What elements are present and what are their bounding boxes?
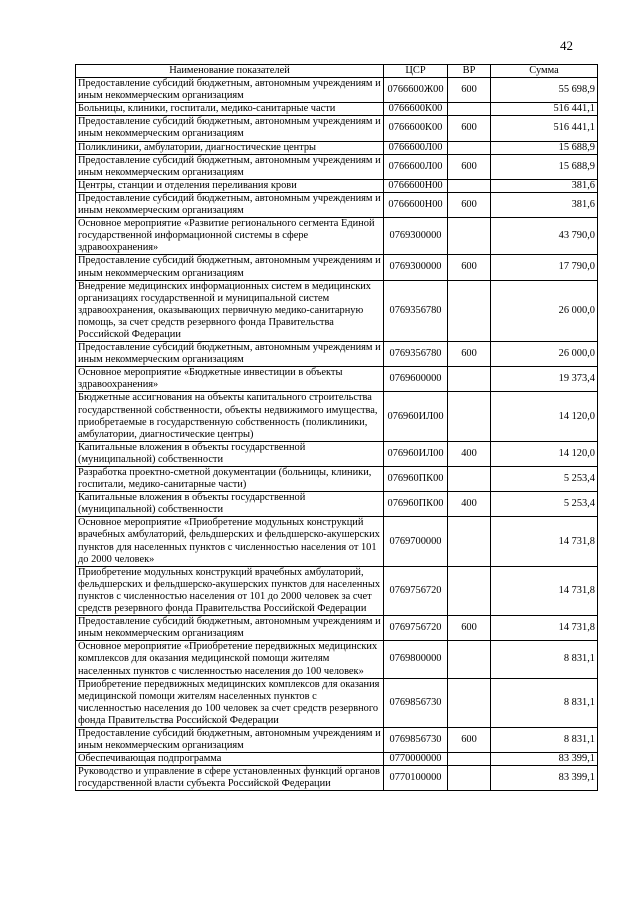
row-sum-cell: 14 120,0 (491, 392, 598, 441)
row-sum-cell: 516 441,1 (491, 103, 598, 116)
row-name-cell: Предоставление субсидий бюджетным, автономным учреждениям и иным некоммерческим организациям (76, 616, 384, 641)
table-row (76, 78, 598, 103)
row-csr-cell: 0769356780 (384, 280, 448, 341)
row-vr-cell: 600 (448, 255, 491, 280)
header-csr: ЦСР (384, 65, 448, 78)
row-sum-cell: 8 831,1 (491, 727, 598, 752)
table-row (76, 517, 598, 566)
table-row (76, 192, 598, 217)
row-csr-cell: 076960ИЛ00 (384, 392, 448, 441)
table-row (76, 727, 598, 752)
row-name-cell: Основное мероприятие «Приобретение передвижных медицинских комплексов для оказания медицинской помощи жителям населенных пунктов с численностью населения до 100 человек» (76, 641, 384, 678)
row-name-cell: Разработка проектно-сметной документации (больницы, клиники, госпитали, медико-санитарные части) (76, 467, 384, 492)
row-name-cell: Бюджетные ассигнования на объекты капитального строительства государственной собственности, объекты недвижимого имущества, приобретаемые в государственную собственность (поликлиники, амбулатории, диагностические центры) (76, 392, 384, 441)
row-csr-cell: 0766600Ж00 (384, 78, 448, 103)
row-sum-cell: 14 731,8 (491, 517, 598, 566)
row-vr-cell (448, 218, 491, 255)
table-row (76, 467, 598, 492)
row-name-cell: Приобретение модульных конструкций врачебных амбулаторий, фельдшерских и фельдшерско-акушерских пунктов для населенных пунктов с численностью населения от 101 до 2000 человек за счет средств резервного фонда Правительства Российской Федерации (76, 566, 384, 615)
table-row (76, 280, 598, 341)
table-row (76, 255, 598, 280)
row-vr-cell: 600 (448, 116, 491, 141)
row-vr-cell: 600 (448, 342, 491, 367)
row-sum-cell: 516 441,1 (491, 116, 598, 141)
row-vr-cell (448, 641, 491, 678)
row-vr-cell (448, 367, 491, 392)
row-csr-cell: 076960ПК00 (384, 492, 448, 517)
row-vr-cell: 400 (448, 441, 491, 466)
header-vr: ВР (448, 65, 491, 78)
row-csr-cell: 0769800000 (384, 641, 448, 678)
row-csr-cell: 0769756720 (384, 616, 448, 641)
row-csr-cell: 0766600К00 (384, 103, 448, 116)
table-row (76, 116, 598, 141)
row-sum-cell: 5 253,4 (491, 467, 598, 492)
page-number: 42 (560, 38, 573, 53)
table-row (76, 367, 598, 392)
row-vr-cell: 600 (448, 154, 491, 179)
row-sum-cell: 15 688,9 (491, 141, 598, 154)
row-csr-cell: 0766600Н00 (384, 192, 448, 217)
row-sum-cell: 26 000,0 (491, 342, 598, 367)
row-name-cell: Больницы, клиники, госпитали, медико-санитарные части (76, 103, 384, 116)
row-sum-cell: 43 790,0 (491, 218, 598, 255)
table-row (76, 154, 598, 179)
row-name-cell: Руководство и управление в сфере установленных функций органов государственной власти субъекта Российской Федерации (76, 766, 384, 791)
row-sum-cell: 14 731,8 (491, 616, 598, 641)
row-csr-cell: 0766600К00 (384, 116, 448, 141)
table-row (76, 753, 598, 766)
row-sum-cell: 8 831,1 (491, 678, 598, 727)
row-sum-cell: 381,6 (491, 192, 598, 217)
row-csr-cell: 0769856730 (384, 727, 448, 752)
table-header-row (76, 65, 598, 78)
row-csr-cell: 0769700000 (384, 517, 448, 566)
row-vr-cell (448, 678, 491, 727)
row-sum-cell: 381,6 (491, 179, 598, 192)
row-name-cell: Основное мероприятие «Приобретение модульных конструкций врачебных амбулаторий, фельдшерских и фельдшерско-акушерских пунктов для населенных пунктов с численностью населения от 101 до 2000 человек» (76, 517, 384, 566)
row-csr-cell: 0766600Л00 (384, 154, 448, 179)
row-csr-cell: 0770100000 (384, 766, 448, 791)
table-row (76, 342, 598, 367)
row-sum-cell: 14 731,8 (491, 566, 598, 615)
row-name-cell: Предоставление субсидий бюджетным, автономным учреждениям и иным некоммерческим организациям (76, 192, 384, 217)
row-sum-cell: 15 688,9 (491, 154, 598, 179)
row-name-cell: Поликлиники, амбулатории, диагностические центры (76, 141, 384, 154)
row-sum-cell: 17 790,0 (491, 255, 598, 280)
table-row (76, 441, 598, 466)
row-name-cell: Предоставление субсидий бюджетным, автономным учреждениям и иным некоммерческим организациям (76, 116, 384, 141)
row-vr-cell (448, 141, 491, 154)
row-name-cell: Основное мероприятие «Бюджетные инвестиции в объекты здравоохранения» (76, 367, 384, 392)
row-sum-cell: 83 399,1 (491, 766, 598, 791)
budget-table (75, 64, 598, 791)
row-vr-cell (448, 766, 491, 791)
row-vr-cell: 400 (448, 492, 491, 517)
row-sum-cell: 19 373,4 (491, 367, 598, 392)
row-name-cell: Основное мероприятие «Развитие регионального сегмента Единой государственной информационной системы в сфере здравоохранения» (76, 218, 384, 255)
row-name-cell: Предоставление субсидий бюджетным, автономным учреждениям и иным некоммерческим организациям (76, 255, 384, 280)
row-name-cell: Предоставление субсидий бюджетным, автономным учреждениям и иным некоммерческим организациям (76, 154, 384, 179)
row-name-cell: Центры, станции и отделения переливания крови (76, 179, 384, 192)
row-csr-cell: 0769856730 (384, 678, 448, 727)
row-vr-cell (448, 566, 491, 615)
table-row (76, 616, 598, 641)
row-csr-cell: 076960ПК00 (384, 467, 448, 492)
row-sum-cell: 14 120,0 (491, 441, 598, 466)
row-csr-cell: 0769300000 (384, 218, 448, 255)
row-sum-cell: 26 000,0 (491, 280, 598, 341)
row-vr-cell: 600 (448, 727, 491, 752)
row-csr-cell: 076960ИЛ00 (384, 441, 448, 466)
row-csr-cell: 0766600Л00 (384, 141, 448, 154)
row-csr-cell: 0770000000 (384, 753, 448, 766)
row-csr-cell: 0769356780 (384, 342, 448, 367)
row-csr-cell: 0769300000 (384, 255, 448, 280)
table-row (76, 392, 598, 441)
row-name-cell: Капитальные вложения в объекты государственной (муниципальной) собственности (76, 492, 384, 517)
row-vr-cell (448, 517, 491, 566)
row-vr-cell (448, 179, 491, 192)
table-row (76, 103, 598, 116)
row-vr-cell (448, 392, 491, 441)
row-csr-cell: 0766600Н00 (384, 179, 448, 192)
row-vr-cell: 600 (448, 192, 491, 217)
row-sum-cell: 83 399,1 (491, 753, 598, 766)
row-sum-cell: 55 698,9 (491, 78, 598, 103)
row-vr-cell (448, 280, 491, 341)
table-row (76, 492, 598, 517)
row-name-cell: Капитальные вложения в объекты государственной (муниципальной) собственности (76, 441, 384, 466)
row-sum-cell: 8 831,1 (491, 641, 598, 678)
row-name-cell: Обеспечивающая подпрограмма (76, 753, 384, 766)
row-name-cell: Предоставление субсидий бюджетным, автономным учреждениям и иным некоммерческим организациям (76, 342, 384, 367)
table-row (76, 141, 598, 154)
table-row (76, 179, 598, 192)
table-row (76, 641, 598, 678)
row-name-cell: Внедрение медицинских информационных систем в медицинских организациях государственной и муниципальной систем здравоохранения, оказывающих первичную медико-санитарную помощь, за счет средств резервного фонда Правительства Российской Федерации (76, 280, 384, 341)
header-name: Наименование показателей (76, 65, 384, 78)
table-row (76, 566, 598, 615)
row-vr-cell: 600 (448, 616, 491, 641)
header-sum: Сумма (491, 65, 598, 78)
row-sum-cell: 5 253,4 (491, 492, 598, 517)
table-row (76, 218, 598, 255)
row-name-cell: Предоставление субсидий бюджетным, автономным учреждениям и иным некоммерческим организациям (76, 78, 384, 103)
row-csr-cell: 0769600000 (384, 367, 448, 392)
table-row (76, 766, 598, 791)
row-vr-cell (448, 753, 491, 766)
row-name-cell: Предоставление субсидий бюджетным, автономным учреждениям и иным некоммерческим организациям (76, 727, 384, 752)
row-vr-cell (448, 467, 491, 492)
row-name-cell: Приобретение передвижных медицинских комплексов для оказания медицинской помощи жителям населенных пунктов с численностью населения до 100 человек за счет средств резервного фонда Правительства Российской Федерации (76, 678, 384, 727)
row-csr-cell: 0769756720 (384, 566, 448, 615)
row-vr-cell: 600 (448, 78, 491, 103)
table-row (76, 678, 598, 727)
row-vr-cell (448, 103, 491, 116)
